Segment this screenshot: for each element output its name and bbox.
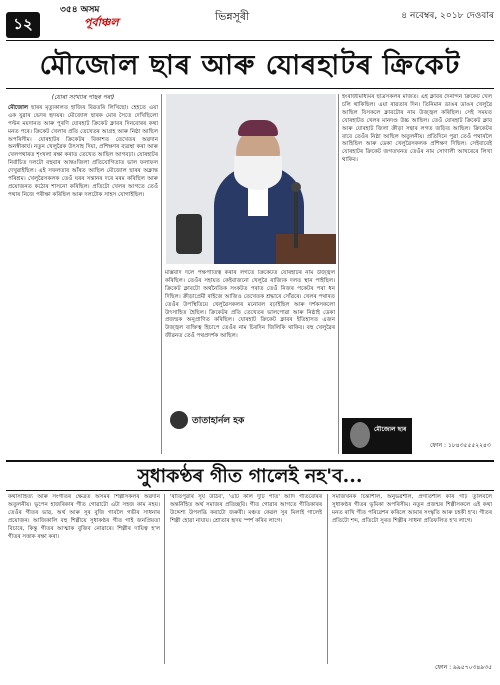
brand-name: পূৰ্বাঞ্চল	[84, 16, 119, 29]
article1-column-3	[342, 94, 492, 414]
article1-photo	[166, 94, 336, 264]
person-beard	[234, 156, 282, 190]
inset-caption: মৌজোল ছাৰ	[374, 426, 407, 433]
article1-col2-text: মাৰ্ক্সবাদ দলে পক্ষপাতিত্ব কৰাৰ লগতে ক্ৰিকেটত যোৰহাটৰ নাম উজ্জ্বল কৰিছিল। তেওঁৰ সহায়ত কেইবাজনো খেলুৱৈ ৰাজ্যিক দলত স্থান পাইছিল। ক্ৰিকেট ক্লাবটো অৰ্থনৈতিক সংকটত পৰাত তেওঁ নিজৰ পকেটৰ পৰা ধন দিছিল। ক্ৰীড়াপ্ৰেমী ৰাইজে আজিও তেখেতক শ্ৰদ্ধাৰে সোঁৱৰে। খেলৰ পথাৰত তেওঁৰ উপস্থিতিয়ে খেলুৱৈসকলৰ মনোবল বঢ়াইছিল আৰু দৰ্শকসকলো উৎসাহিত হৈছিল।	[165, 270, 335, 316]
person-cap	[238, 120, 278, 136]
title-rule	[6, 88, 494, 89]
subtitle-rule	[6, 490, 494, 491]
column-divider	[327, 494, 328, 664]
brand-small: ৩৫৪ অসম	[60, 5, 100, 15]
author-avatar	[170, 411, 188, 429]
article1-column-1	[8, 94, 158, 429]
article2-title: সুধাকণ্ঠৰ গীত গালেই নহ'ব...	[137, 465, 363, 487]
article1-inset-image	[342, 418, 412, 454]
column-divider	[161, 94, 162, 454]
article1-title: মৌজোল ছাৰ আৰু যোৰহাটৰ ক্ৰিকেট	[39, 50, 461, 81]
article1-col1-text: ছাৰৰ মৃত্যুকালত হাজিৰ বিৱতৰি লিখিছো। হেহতে এয়া এক যুৱাৰ ভেদৰ হৃদয়ৰ। মৌজোল ছাৰক মোৰ সৈতে দেখিছিলো পল্টন ময়দানত আৰু পুৰণি যোৰহাট ক্ৰিকেট ক্লাবৰ দিনবোৰৰ কথা মনত পৰে। ক্ৰিকেট খেলাৰ প্ৰতি তেখেতৰ আগ্ৰহ আৰু নিষ্ঠা আছিল অপৰিসীম। যোৰহাটৰ ক্ৰিকেটৰ বিকাশত তেখেতৰ অৱদান অনস্বীকাৰ্য। নতুন খেলুৱৈক উৎসাহ দিয়া, প্ৰশিক্ষণৰ ব্যৱস্থা কৰা আৰু খেলপথাৰত শৃংখলা ৰক্ষা কৰাত তেখেত আছিল আগবঢ়া। যোৰহাটৰ নিৰ্বাচিত দলটো বহুবাৰ আন্তঃজিলা প্ৰতিযোগিতাত ভাল ফলাফল দেখুৱাইছিল। এই সফলতাৰ আঁৰত আছিল মৌজোল ছাৰৰ অক্লান্ত পৰিশ্ৰম। খেলুৱৈসকলক তেওঁ ঘৰৰ সন্তানৰ দৰে মৰম কৰিছিল আৰু প্ৰয়োজনত কঠোৰ শাসনো কৰিছিল। প্ৰতিটো খেলৰ আগতে তেওঁ পথাৰ নিজে পৰীক্ষা কৰিছিল আৰু দলটোক সাহস যোগাইছিল।	[8, 104, 158, 198]
article1-lead: মৌজোল	[8, 104, 29, 111]
article1-col3-text: ইংৰাজীমাধ্যমৰ ছাত্ৰসকলৰ মাজত। এই ক্লাবৰ দৈনন্দিন ক্ৰিকেট খেল চলি থাকিছিল। এয়া ৰাৱতাৰ দিন। তিনিমান ডাঙৰ ডাঙৰ খেলুৱৈ আছিল যিসকলে ক্লাবটোৰ নাম উজ্জ্বল কৰিছিল। সেই সময়ত যোৰহাটত খেলৰ মানদণ্ড উচ্চ আছিল। তেওঁ যোৰহাট ক্ৰিকেট ক্লাব আৰু যোৰহাট জিলা ক্ৰীড়া সন্থাৰ লগত জড়িত আছিল। ক্ৰিকেটৰ বাবে তেওঁৰ নিষ্ঠা আছিল অতুলনীয়। প্ৰতিদিনে পুৱা তেওঁ পথাৰলৈ আহিছিল আৰু ডেকা খেলুৱৈসকলক প্ৰশিক্ষণ দিছিল। সেইবাবেই যোৰহাটৰ ক্ৰিকেট জগতখনত তেওঁৰ নাম সোণালী আখৰেৰে লিখা থাকিব।	[342, 94, 492, 164]
microphone-icon	[291, 182, 301, 192]
section-name: ভিন্নসূৰী	[215, 10, 250, 23]
author-name: তাতাহাৰ্নল হক	[192, 415, 245, 426]
page-header	[0, 0, 500, 48]
article2-phone: ফোন : ৯৯৫৭০৩৪৯৩৫	[435, 664, 492, 671]
article1-byline: (যোৰা সংখ্যাৰ পাছৰ পৰা)	[51, 94, 115, 101]
header-rule	[6, 40, 494, 41]
page-number: ১২	[6, 12, 40, 38]
microphone-stand	[294, 188, 298, 248]
article2-column-3: সমাজখনক চিন্তাশীল, অনুভৱশীল, প্ৰগতিশীল কৰি গঢ়ি তুলিবলৈ সুধাকণ্ঠৰ গীতৰ ভূমিকা অপৰিসীম। নতুন প্ৰজন্মৰ শিল্পীসকলে এই কথা মনত ৰাখি গীত পৰিৱেশন কৰিলে আমাৰ সংস্কৃতি আৰু চহকী হ'ব। গীতৰ প্ৰতিটো শব্দ, প্ৰতিটো সুৰত শিল্পীৰ সাধনা প্ৰতিফলিত হ'ব লাগে।	[332, 494, 492, 524]
pen-holder	[176, 214, 202, 254]
article1-col2-more: ক্ৰিকেটৰ প্ৰতি তেখেতৰ ভালপোৱা আৰু নিষ্ঠাই ডেকা প্ৰজন্মক অনুপ্ৰাণিত কৰিছিল। যোৰহাট ক্ৰিকেট ক্লাবৰ ইতিহাসত এজন উজ্জ্বল ব্যক্তিত্ব হিচাপে তেওঁৰ নাম চিৰদিন জিলিকি থাকিব। বহু খেলুৱৈৰ জীৱনত তেওঁ পথপ্ৰদৰ্শক আছিল।	[165, 309, 335, 340]
author-tag	[170, 410, 248, 430]
article1-phone: ফোন : ১৮৪৩৫৫৫২২৪৩	[430, 442, 491, 449]
section-rule	[6, 460, 494, 462]
issue-date: ৪ নবেম্বৰ, ২০১৮ দেওবাৰ	[401, 11, 494, 21]
column-divider	[164, 494, 165, 664]
podium	[276, 234, 336, 264]
article2-column-2: 'ৰাতিপুৱাৰ সূৰ্য উঠিব', 'এটি কলি দুটি পাত' আদি গীতবোৰৰ অন্তৰ্নিহিত অৰ্থ সমাজৰ প্ৰতিচ্ছবি। গীত গোৱাৰ আগতে গীতিকাৰৰ উদ্দেশ্য উপলব্ধি কৰাটো জৰুৰী। মঞ্চত কেৱল সুৰ মিলাই গালেই শিল্পী হোৱা নাযায়। শ্ৰোতাৰ হৃদয় স্পৰ্শ কৰিব লাগে।	[170, 494, 322, 524]
article2-column-1: কথাসাহিত্য আৰু সংগীতৰ ক্ষেত্ৰত অসমৰ শিল্পীসকলৰ অৱদান অতুলনীয়। ভূপেন হাজৰিকাৰ গীত গোৱাটো এটা সহজ কাম নহয়। তেওঁৰ গীতৰ ভাৱ, অৰ্থ আৰু সুৰ বুজি গাবলৈ গভীৰ সাধনাৰ প্ৰয়োজন। আজিকালি বহু শিল্পীয়ে সুধাকণ্ঠৰ গীত গাই জনপ্ৰিয়তা বিচাৰে, কিন্তু গীতৰ আত্মাক বুজিব নোৱাৰে। শিল্পীৰ দায়িত্ব হ'ল গীতৰ সত্তাক ৰক্ষা কৰা।	[8, 494, 160, 540]
column-divider	[338, 94, 339, 454]
